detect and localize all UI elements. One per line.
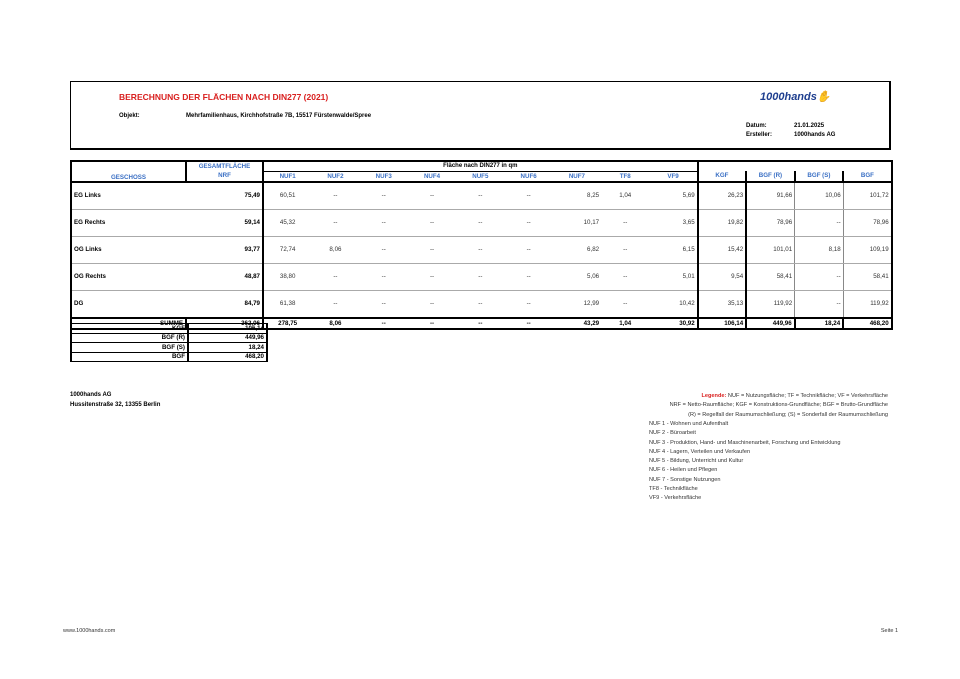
geschoss-name: OG Rechts — [71, 263, 186, 290]
col-vf9: VF9 — [649, 171, 697, 182]
geschoss-name: EG Rechts — [71, 209, 186, 236]
col-nuf5: NUF5 — [472, 172, 489, 180]
nrf-value: 75,49 — [186, 182, 263, 210]
col-nrf: NRF — [186, 171, 263, 182]
nrf-value: 93,77 — [186, 236, 263, 263]
legend-item: NUF 5 - Bildung, Unterricht und Kultur — [649, 458, 744, 465]
objekt-label: Objekt: — [119, 113, 140, 119]
cell-nuf2: -- — [311, 209, 359, 236]
company-name: 1000hands AG — [70, 392, 112, 398]
cell-bgfr: 119,92 — [746, 290, 795, 318]
ersteller-value: 1000hands AG — [794, 132, 836, 138]
legend-line: NRF = Netto-Raumfläche; KGF = Konstruktions-Grundfläche; BGF = Brutto-Grundfläche — [669, 402, 888, 409]
cell-bgf: 78,96 — [843, 209, 892, 236]
company-logo — [760, 90, 831, 103]
cell-nuf5: -- — [456, 236, 504, 263]
legend-item: NUF 1 - Wohnen und Aufenthalt — [649, 421, 729, 427]
cell-bgfs: -- — [795, 209, 844, 236]
logo-text: 1000hands — [760, 91, 817, 103]
table-row — [71, 182, 892, 210]
cell-nuf7: 10,17 — [553, 209, 601, 236]
summe-value: 106,14 — [698, 318, 747, 329]
col-tf8: TF8 — [619, 172, 631, 180]
geschoss-name: DG — [71, 290, 186, 318]
cell-nuf4: -- — [408, 236, 456, 263]
cell-tf8: -- — [601, 263, 649, 290]
table-row — [71, 263, 892, 290]
col-bgf: BGF — [843, 171, 892, 182]
summe-value: 30,92 — [649, 318, 697, 329]
cell-kgf: 26,23 — [698, 182, 747, 210]
page-number: Seite 1 — [880, 628, 898, 634]
cell-bgf: 101,72 — [843, 182, 892, 210]
table-row — [71, 236, 892, 263]
summe-nrf: 362,06 — [186, 318, 263, 329]
cell-bgfr: 101,01 — [746, 236, 795, 263]
cell-bgf: 58,41 — [843, 263, 892, 290]
summe-value: 43,29 — [553, 318, 601, 329]
cell-nuf1: 38,80 — [263, 263, 311, 290]
totals-table — [70, 323, 268, 362]
document-title: BERECHNUNG DER FLÄCHEN NACH DIN277 (2021) — [119, 92, 329, 102]
cell-bgfs: -- — [795, 263, 844, 290]
cell-tf8: -- — [601, 236, 649, 263]
cell-nuf4: -- — [408, 182, 456, 210]
cell-tf8: 1,04 — [601, 182, 649, 210]
datum-label: Datum: — [746, 123, 767, 129]
cell-bgf: 109,19 — [843, 236, 892, 263]
cell-nuf5: -- — [456, 290, 504, 318]
legend-header — [670, 392, 888, 420]
nrf-value: 84,79 — [186, 290, 263, 318]
legend-item: NUF 7 - Sonstige Nutzungen — [649, 476, 721, 483]
total-value: 468,20 — [188, 352, 267, 362]
cell-kgf: 15,42 — [698, 236, 747, 263]
cell-vf9: 3,65 — [649, 209, 697, 236]
legend-item: NUF 6 - Heilen und Pflegen — [649, 467, 718, 474]
legend-item: NUF 3 - Produktion, Hand- und Maschinenarbeit, Forschung und Entwicklung — [649, 439, 841, 446]
cell-nuf7: 12,99 — [553, 290, 601, 318]
table-row — [71, 209, 892, 236]
cell-nuf2: -- — [311, 290, 359, 318]
total-label: BGF — [71, 352, 188, 362]
company-address: Hussitenstraße 32, 13355 Berlin — [70, 402, 161, 408]
legend-line: (R) = Regelfall der Raumumschließung; (S) = Sonderfall der Raumumschließung — [688, 411, 888, 418]
summe-value: 278,75 — [263, 318, 311, 329]
footer-url[interactable]: www.1000hands.com — [63, 628, 116, 634]
cell-kgf: 35,13 — [698, 290, 747, 318]
col-geschoss: GESCHOSS — [71, 161, 186, 182]
cell-nuf1: 45,32 — [263, 209, 311, 236]
cell-bgfr: 91,66 — [746, 182, 795, 210]
area-table — [70, 160, 893, 330]
cell-bgfs: 10,06 — [795, 182, 844, 210]
cell-bgfs: -- — [795, 290, 844, 318]
summe-value: 1,04 — [601, 318, 649, 329]
cell-nuf3: -- — [360, 182, 408, 210]
cell-vf9: 5,69 — [649, 182, 697, 210]
cell-bgf: 119,92 — [843, 290, 892, 318]
cell-nuf3: -- — [360, 209, 408, 236]
total-row — [71, 324, 267, 334]
summe-label: SUMME — [71, 318, 186, 329]
total-row — [71, 343, 267, 353]
cell-nuf7: 8,25 — [553, 182, 601, 210]
col-nuf7: NUF7 — [568, 172, 586, 180]
total-value: 106,14 — [188, 324, 267, 334]
cell-bgfr: 58,41 — [746, 263, 795, 290]
nrf-value: 48,87 — [186, 263, 263, 290]
legend-title: Legende: — [701, 393, 727, 399]
legend-item: VF9 - Verkehrsfläche — [649, 495, 702, 502]
cell-tf8: -- — [601, 209, 649, 236]
legend-item: NUF 2 - Büroarbeit — [649, 430, 696, 437]
total-value: 449,96 — [188, 333, 267, 343]
summe-value: 449,96 — [746, 318, 795, 329]
cell-nuf7: 6,82 — [553, 236, 601, 263]
geschoss-name: EG Links — [71, 182, 186, 210]
datum-value: 21.01.2025 — [794, 123, 825, 129]
total-label: BGF (R) — [71, 333, 188, 343]
cell-nuf4: -- — [408, 290, 456, 318]
cell-kgf: 19,82 — [698, 209, 747, 236]
col-bgfr: BGF (R) — [746, 171, 795, 182]
cell-nuf5: -- — [456, 209, 504, 236]
col-gesamtflaeche: GESAMTFLÄCHE — [186, 161, 263, 171]
group-header: Fläche nach DIN277 in qm — [263, 161, 698, 171]
col-nuf1: NUF1 — [279, 172, 296, 180]
col-nuf3: NUF3 — [375, 172, 392, 180]
cell-nuf1: 72,74 — [263, 236, 311, 263]
cell-nuf2: -- — [311, 263, 359, 290]
hand-icon: ✋ — [816, 91, 831, 103]
legend-item: NUF 4 - Lagern, Verteilen und Verkaufen — [649, 448, 751, 455]
summe-value: 468,20 — [843, 318, 892, 329]
cell-nuf6: -- — [504, 209, 552, 236]
cell-tf8: -- — [601, 290, 649, 318]
cell-nuf6: -- — [504, 263, 552, 290]
geschoss-name: OG Links — [71, 236, 186, 263]
cell-nuf5: -- — [456, 182, 504, 210]
col-nuf6: NUF6 — [520, 172, 537, 180]
total-label: KGF — [71, 324, 188, 334]
nrf-value: 59,14 — [186, 209, 263, 236]
cell-vf9: 10,42 — [649, 290, 697, 318]
total-label: BGF (S) — [71, 343, 188, 353]
summe-value: -- — [408, 318, 456, 329]
cell-nuf4: -- — [408, 263, 456, 290]
cell-nuf3: -- — [360, 290, 408, 318]
summe-value: -- — [456, 318, 504, 329]
summe-value: 18,24 — [795, 318, 844, 329]
ersteller-label: Ersteller: — [746, 132, 773, 138]
cell-nuf1: 61,38 — [263, 290, 311, 318]
cell-nuf3: -- — [360, 263, 408, 290]
summe-value: 8,06 — [311, 318, 359, 329]
cell-nuf7: 5,06 — [553, 263, 601, 290]
summe-value: -- — [504, 318, 552, 329]
col-kgf: KGF — [698, 171, 747, 182]
total-row — [71, 352, 267, 362]
total-value: 18,24 — [188, 343, 267, 353]
objekt-value: Mehrfamilienhaus, Kirchhofstraße 7B, 15517 Fürstenwalde/Spree — [186, 113, 372, 119]
cell-vf9: 6,15 — [649, 236, 697, 263]
legend-item: TF8 - Technikfläche — [649, 486, 698, 493]
cell-nuf1: 60,51 — [263, 182, 311, 210]
legend-items — [649, 420, 841, 504]
cell-bgfr: 78,96 — [746, 209, 795, 236]
cell-nuf6: -- — [504, 236, 552, 263]
cell-vf9: 5,01 — [649, 263, 697, 290]
cell-kgf: 9,54 — [698, 263, 747, 290]
cell-nuf6: -- — [504, 182, 552, 210]
total-row — [71, 333, 267, 343]
col-nuf4: NUF4 — [423, 172, 441, 180]
cell-nuf3: -- — [360, 236, 408, 263]
cell-nuf6: -- — [504, 290, 552, 318]
cell-bgfs: 8,18 — [795, 236, 844, 263]
col-bgfs: BGF (S) — [795, 171, 844, 182]
col-nuf2: NUF2 — [327, 172, 344, 180]
summe-value: -- — [360, 318, 408, 329]
table-row — [71, 290, 892, 318]
cell-nuf2: -- — [311, 182, 359, 210]
legend-line: NUF = Nutzungsfläche; TF = Technikfläche; VF = Verkehrsfläche — [727, 393, 888, 399]
cell-nuf4: -- — [408, 209, 456, 236]
cell-nuf5: -- — [456, 263, 504, 290]
cell-nuf2: 8,06 — [311, 236, 359, 263]
